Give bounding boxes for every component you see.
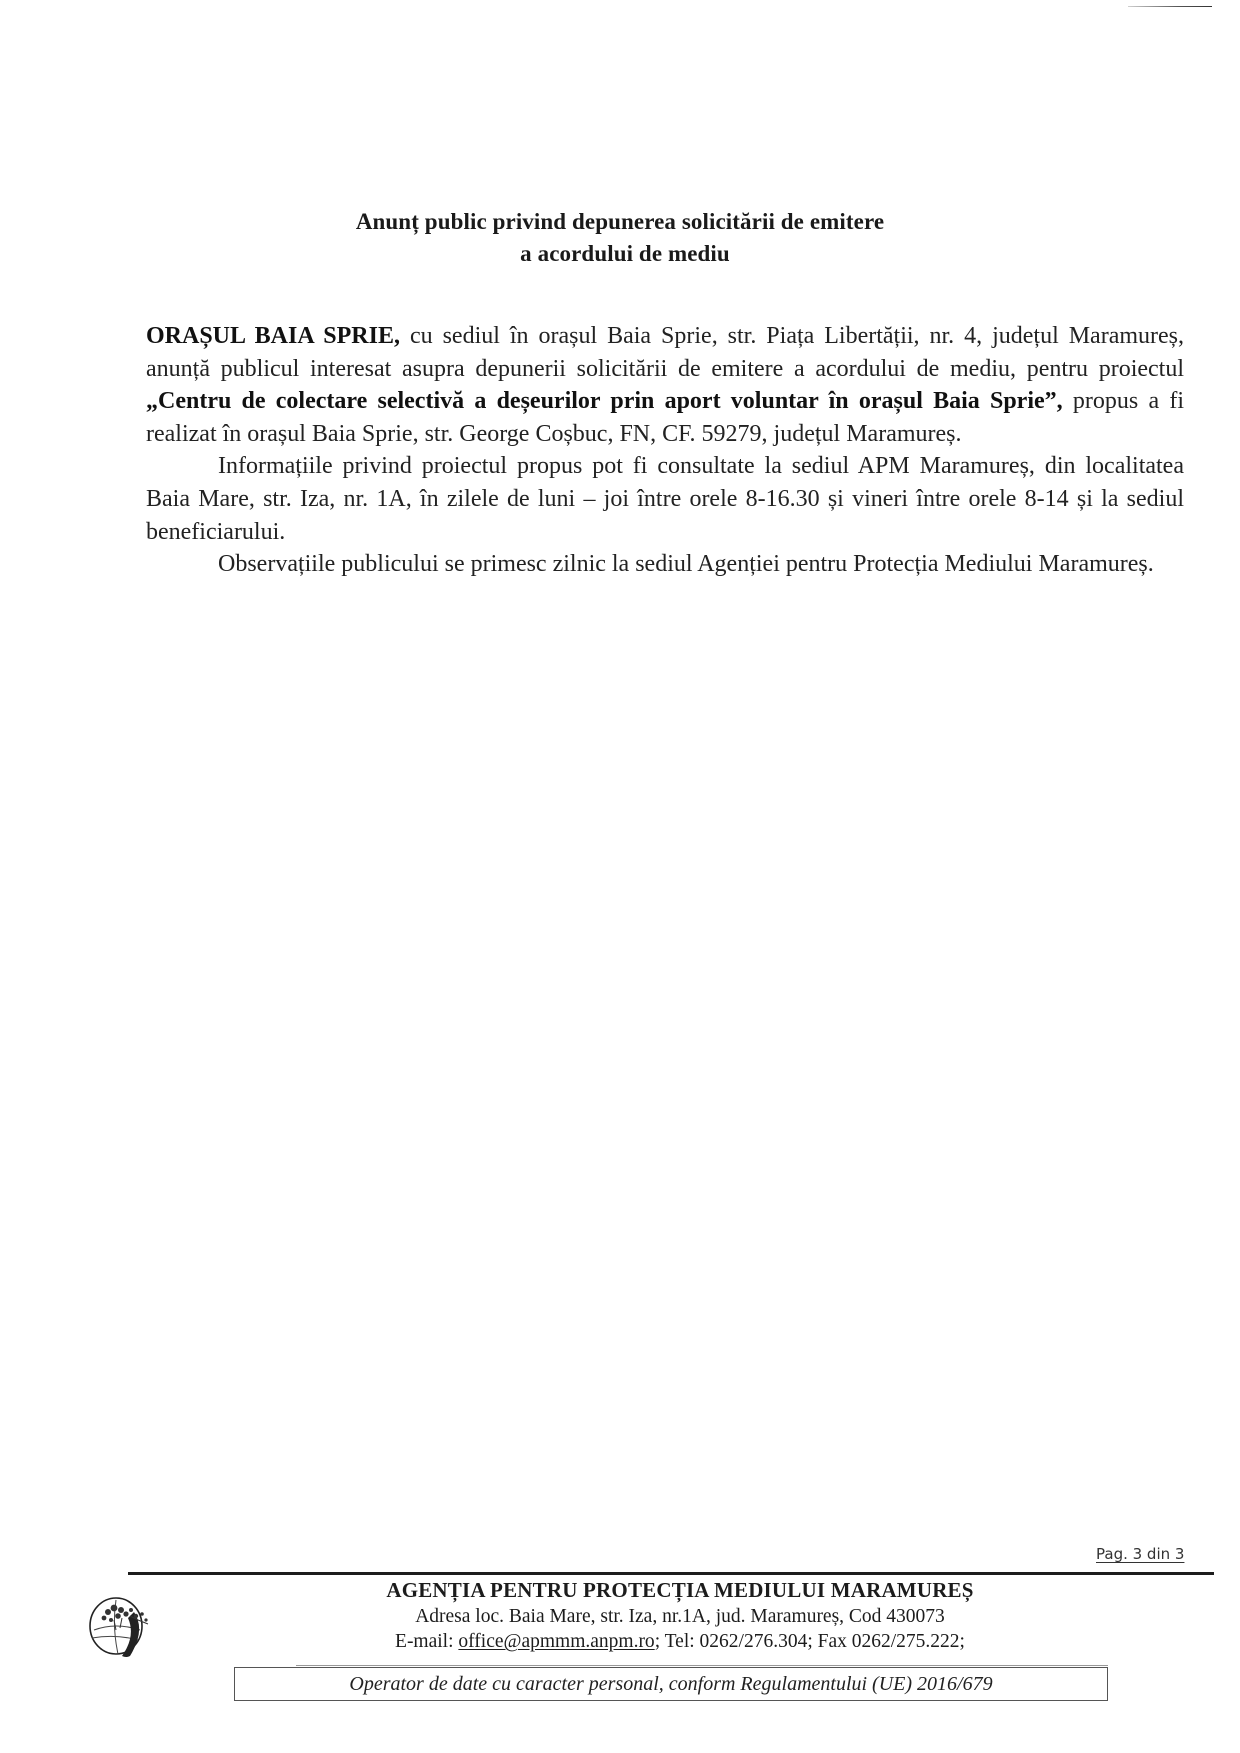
top-corner-rule: [1128, 6, 1212, 7]
email-label: E-mail:: [395, 1631, 459, 1652]
document-title: [0, 206, 1240, 270]
agency-address: Adresa loc. Baia Mare, str. Iza, nr.1A, jud. Maramureș, Cod 430073: [415, 1606, 945, 1627]
globe-tree-logo-icon: [86, 1590, 186, 1660]
gdpr-notice: Operator de date cu caracter personal, conform Regulamentului (UE) 2016/679: [234, 1667, 1108, 1701]
announcement-body: [146, 320, 1184, 581]
agency-footer: [270, 1576, 1090, 1654]
footer-divider: [128, 1572, 1214, 1575]
agency-contact: [270, 1629, 1090, 1654]
page-number: Pag. 3 din 3: [1096, 1545, 1185, 1563]
title-line-2: a acordului de mediu: [520, 241, 730, 266]
project-name: „Centru de colectare selectivă a deșeurilor prin aport voluntar în orașul Baia Sprie”,: [146, 388, 1063, 415]
email-link[interactable]: office@apmmm.anpm.ro: [458, 1631, 655, 1652]
agency-name: AGENȚIA PENTRU PROTECȚIA MEDIULUI MARAMUREȘ: [386, 1578, 974, 1602]
applicant-details: cu sediul în orașul Baia Sprie, str. Piața Libertății, nr. 4, județul Maramureș, anunță publicul interesat asupra depunerii solicitării de emitere a acordului de mediu, pentru proiectul: [146, 323, 1185, 382]
project-location: propus a fi realizat în orașul Baia Sprie, str. George Coșbuc, FN, CF. 59279, județul Maramureș.: [146, 388, 1184, 447]
paragraph-applicant: [146, 320, 1184, 450]
paragraph-observations: Observațiile publicului se primesc zilnic la sediul Agenției pentru Protecția Mediului Maramureș.: [218, 551, 1154, 578]
applicant-name: ORAȘUL BAIA SPRIE,: [146, 323, 400, 349]
phone-fax: ; Tel: 0262/276.304; Fax 0262/275.222;: [654, 1631, 965, 1652]
contact-divider: [296, 1665, 1108, 1666]
title-line-1: Anunț public privind depunerea solicitării de emitere: [355, 209, 885, 234]
paragraph-consultation: Informațiile privind proiectul propus pot fi consultate la sediul APM Maramureș, din localitatea Baia Mare, str. Iza, nr. 1A, în zilele de luni – joi între orele 8-16.30 și vineri între orele 8-14 și la sediul beneficiarului.: [146, 453, 1184, 545]
